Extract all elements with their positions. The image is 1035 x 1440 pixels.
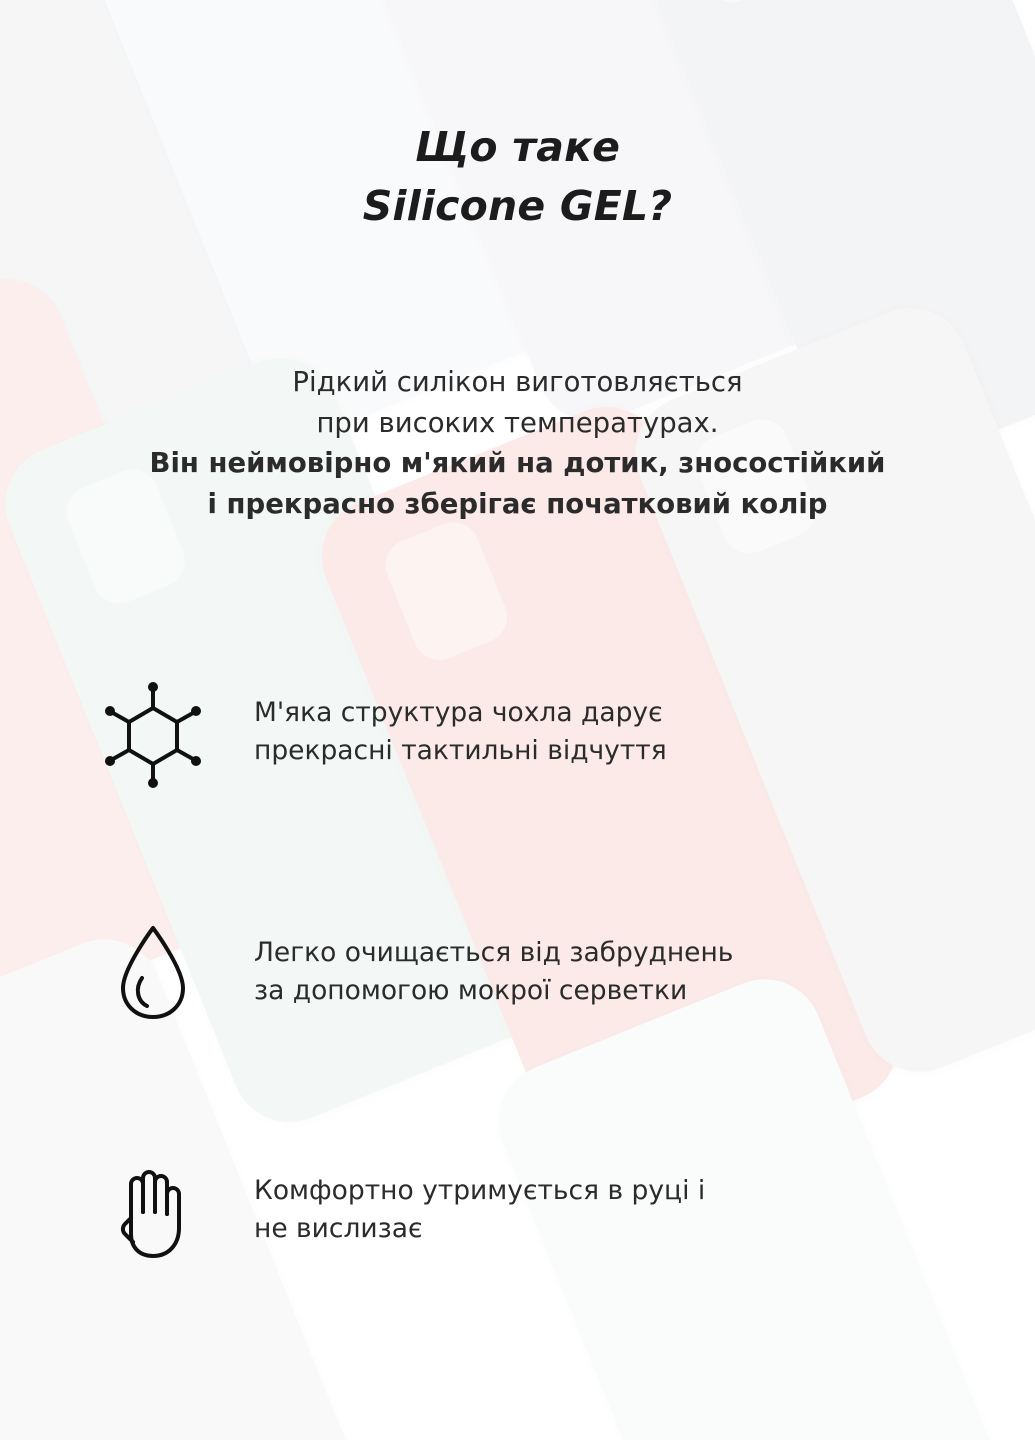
molecule-icon (88, 672, 218, 792)
feature-text (254, 694, 667, 769)
feature-text-line2: не вислизає (254, 1213, 423, 1244)
feature-item (88, 1150, 968, 1270)
intro-line-1: Рідкий силікон виготовляється (292, 366, 743, 398)
hand-icon (88, 1150, 218, 1270)
feature-text-line1: Комфортно утримується в руці і (254, 1175, 706, 1207)
water-drop-icon (88, 912, 218, 1032)
page-title (0, 118, 1035, 237)
intro-line-2: при високих температурах. (316, 406, 719, 439)
feature-text (254, 934, 733, 1009)
page-title-line2: Silicone GEL? (362, 182, 673, 231)
feature-item (88, 912, 968, 1032)
feature-text-line2: прекрасні тактильні відчуття (254, 735, 667, 766)
feature-item (88, 672, 968, 792)
feature-text-line1: Легко очищається від забруднень (254, 937, 734, 969)
feature-text (254, 1172, 705, 1247)
intro-paragraph (0, 362, 1035, 525)
feature-text-line2: за допомогою мокрої серветки (254, 975, 688, 1006)
page-title-line1: Що таке (414, 123, 621, 171)
intro-line-3: Він неймовірно м'який на дотик, зносостійкий (149, 447, 886, 480)
intro-line-4: і прекрасно зберігає початковий колір (207, 488, 828, 521)
feature-text-line1: М'яка структура чохла дарує (254, 697, 663, 729)
